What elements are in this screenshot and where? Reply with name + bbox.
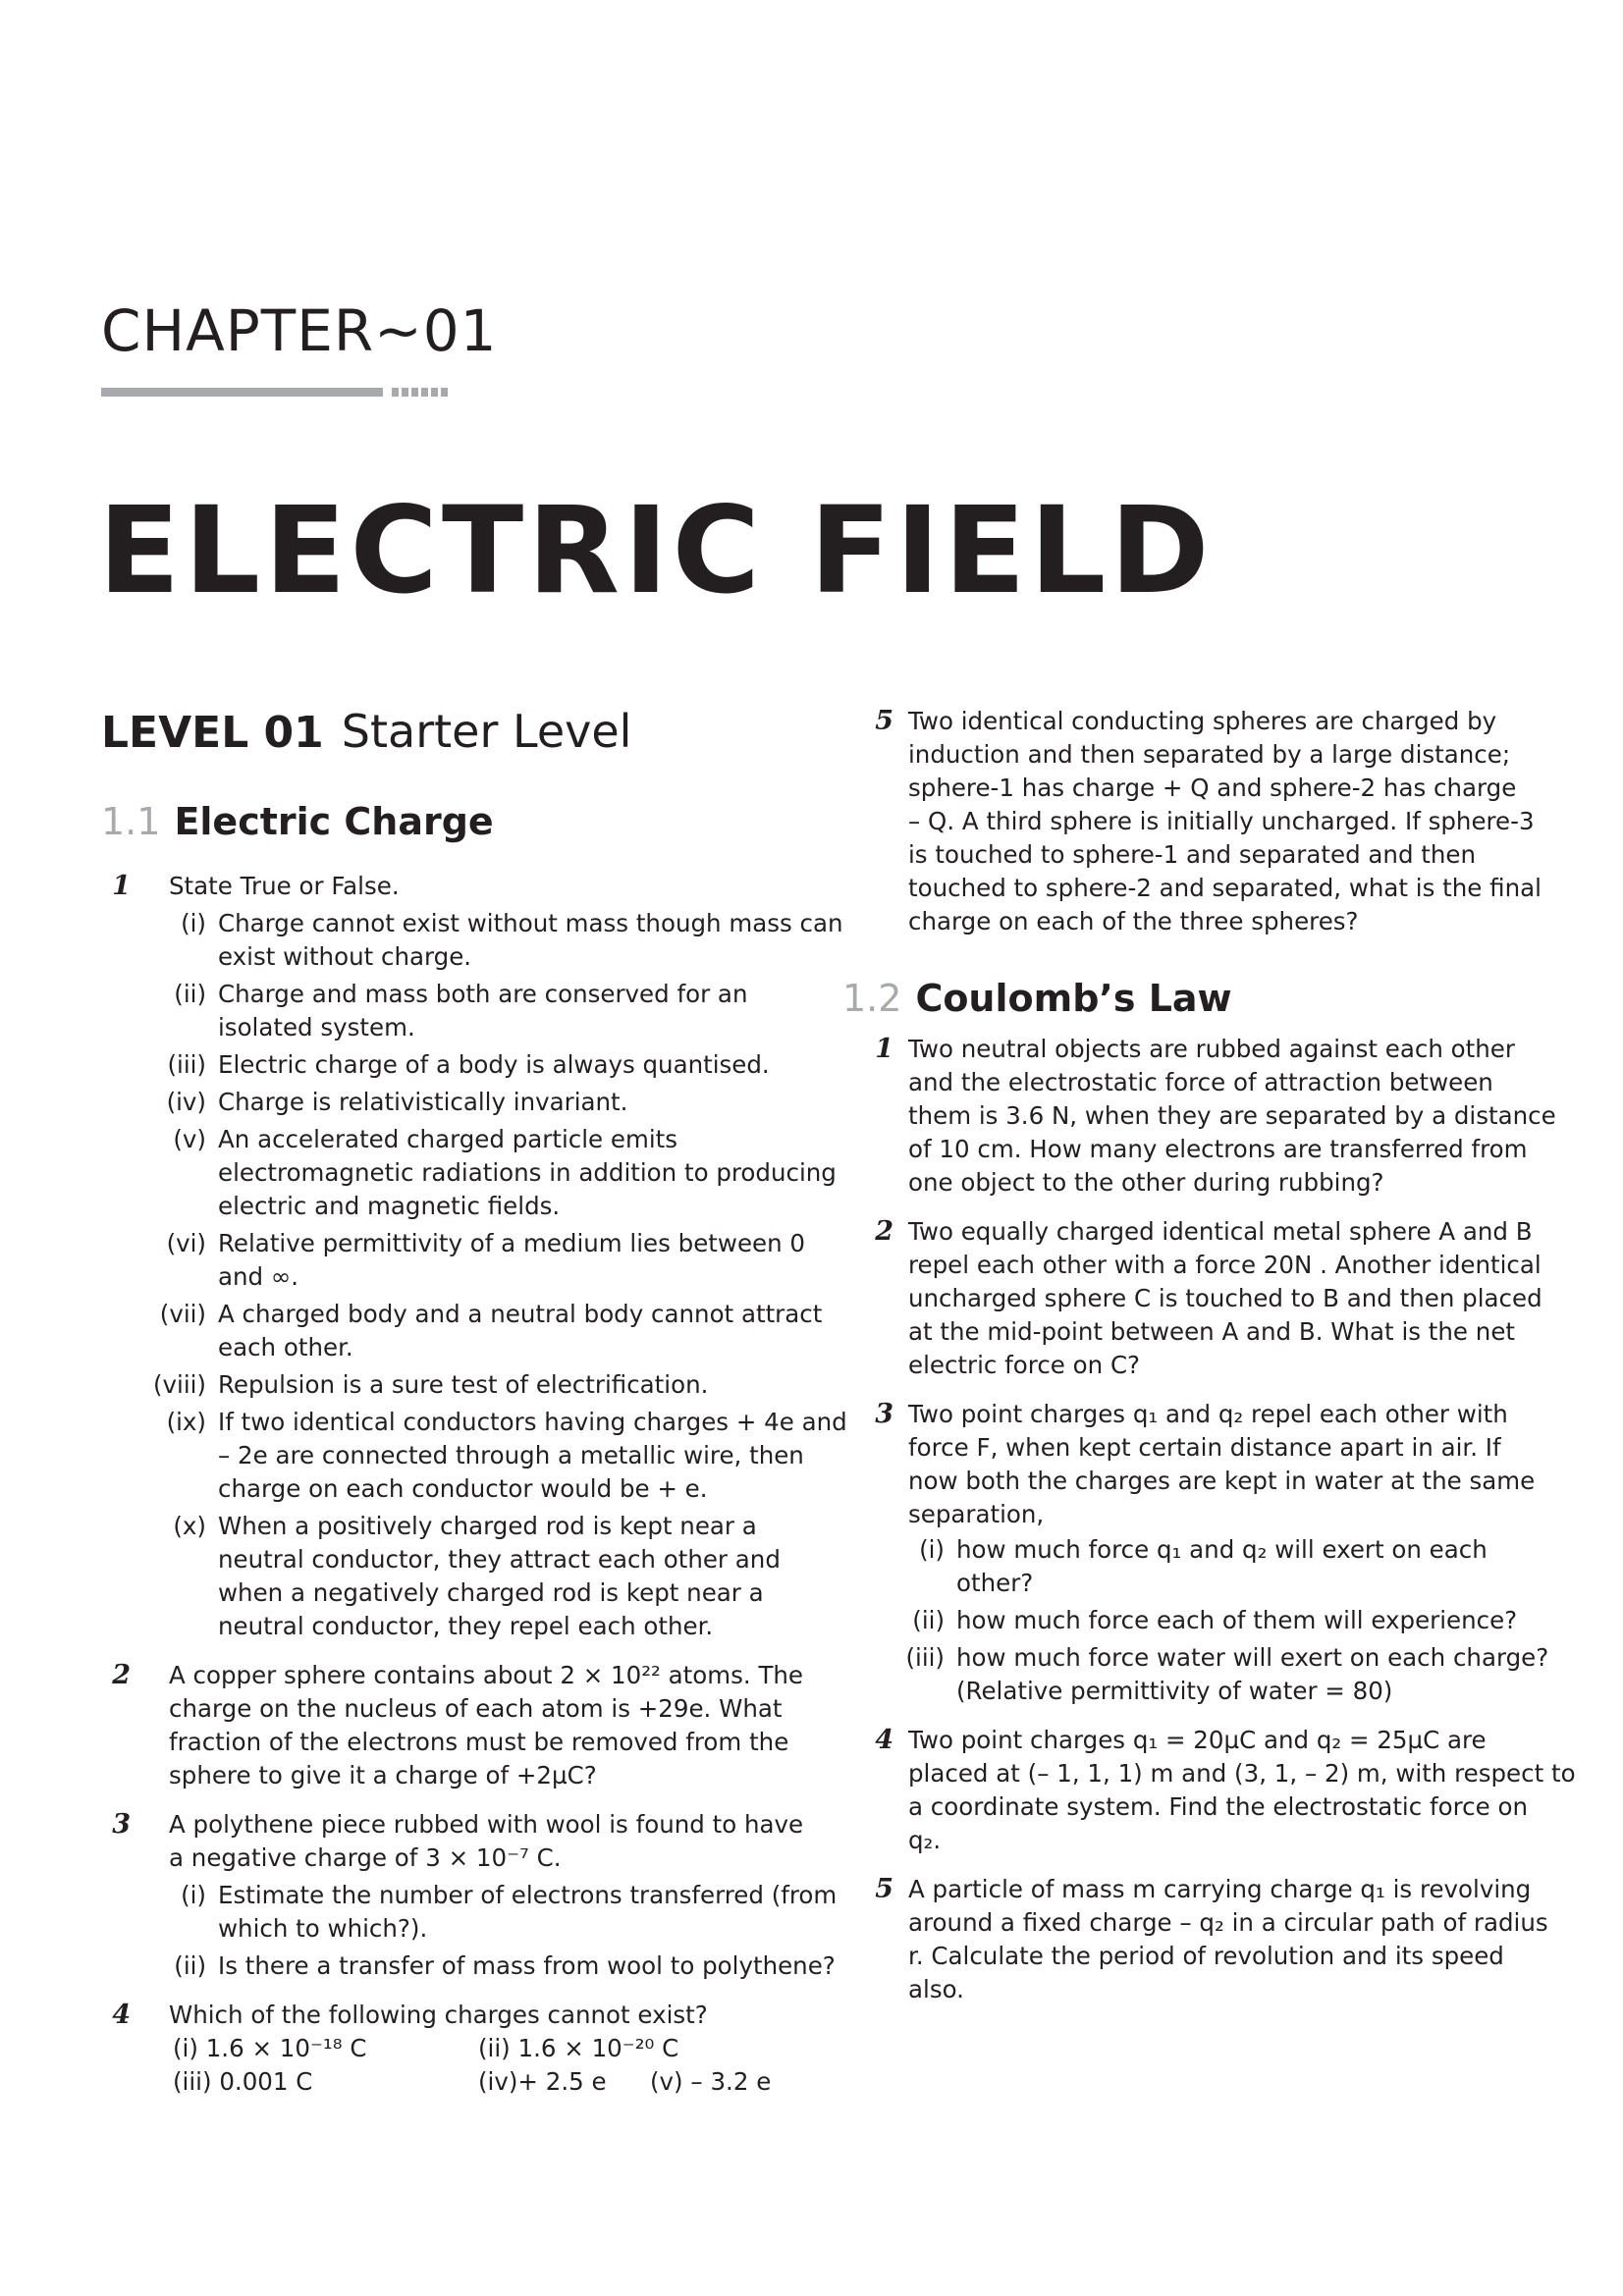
item-marker: (ii) [912,1606,945,1634]
item-text: how much force water will exert on each charge? [956,1643,1549,1672]
section-heading [101,800,494,843]
item-marker: (ix) [166,1408,206,1436]
item-marker: (viii) [152,1370,206,1399]
question-text: also. [908,1975,964,2003]
question-text: sphere to give it a charge of +2µC? [169,1761,597,1789]
item-text: other? [956,1569,1034,1597]
item-marker: (v) [173,1125,206,1153]
item-text: electromagnetic radiations in addition to producing [218,1158,837,1187]
section-heading [842,977,1232,1020]
question-text: sphere-1 has charge + Q and sphere-2 has charge [908,774,1517,802]
item-text: isolated system. [218,1013,415,1041]
item-marker: (iii) [167,1050,206,1079]
item-text: Charge is relativistically invariant. [218,1088,628,1116]
question-number: 1 [875,1034,893,1064]
item-text: neutral conductor, they repel each other. [218,1612,714,1640]
item-text: how much force q₁ and q₂ will exert on each [956,1535,1488,1564]
level-name: Starter Level [341,705,632,758]
question-text: a negative charge of 3 × 10⁻⁷ C. [169,1843,562,1872]
section-title: Coulomb’s Law [915,977,1232,1020]
item-marker: (i) [181,909,206,937]
rule-bar [101,388,383,397]
question-text: and the electrostatic force of attraction between [908,1068,1493,1096]
item-text: neutral conductor, they attract each other and [218,1545,781,1574]
item-text: exist without charge. [218,942,472,971]
question-number: 3 [112,1809,131,1840]
item-text: Repulsion is a sure test of electrification. [218,1370,709,1399]
question-number: 5 [875,1874,893,1904]
question-number: 5 [875,706,893,736]
question-text: r. Calculate the period of revolution and its speed [908,1942,1504,1970]
question-text: touched to sphere-2 and separated, what is the final [908,874,1542,902]
question-text: a coordinate system. Find the electrostatic force on [908,1792,1528,1821]
question-text: Two point charges q₁ and q₂ repel each other with [908,1400,1508,1428]
question-text: Which of the following charges cannot exist? [169,2001,708,2029]
rule-dot [441,388,448,397]
option-opt3: (iii) 0.001 C [173,2067,313,2096]
question-text: fraction of the electrons must be removed from the [169,1728,789,1756]
item-text: Charge cannot exist without mass though mass can [218,909,843,937]
rule-dot [411,388,418,397]
item-text: which to which?). [218,1914,428,1943]
question-number: 3 [875,1399,893,1429]
option-opt1: (i) 1.6 × 10⁻¹⁸ C [173,2034,367,2062]
question-number: 1 [112,871,131,901]
item-marker: (x) [173,1512,206,1540]
item-text: how much force each of them will experience? [956,1606,1518,1634]
question-text: induction and then separated by a large distance; [908,740,1511,769]
item-text: When a positively charged rod is kept near a [218,1512,757,1540]
question-text: Two neutral objects are rubbed against each other [908,1035,1515,1063]
question-text: A polythene piece rubbed with wool is found to have [169,1810,804,1839]
question-text: q₂. [908,1826,942,1854]
question-text: now both the charges are kept in water at the same [908,1467,1536,1495]
item-marker: (i) [181,1881,206,1909]
question-text: – Q. A third sphere is initially uncharged. If sphere-3 [908,807,1535,835]
question-text: uncharged sphere C is touched to B and then placed [908,1284,1542,1312]
question-text: of 10 cm. How many electrons are transferred from [908,1135,1528,1163]
item-text: charge on each conductor would be + e. [218,1474,708,1503]
item-text: Charge and mass both are conserved for an [218,980,748,1008]
item-marker: (ii) [174,1951,206,1980]
question-text: A copper sphere contains about 2 × 10²² atoms. The [169,1661,804,1689]
item-marker: (iv) [166,1088,206,1116]
question-number: 2 [875,1216,893,1247]
level-heading [101,705,632,758]
rule-dot [392,388,399,397]
question-text: Two point charges q₁ = 20µC and q₂ = 25µC are [908,1726,1487,1754]
item-text: and ∞. [218,1262,299,1291]
item-text: – 2e are connected through a metallic wire, then [218,1441,804,1469]
question-number: 2 [112,1660,131,1690]
question-text: repel each other with a force 20N . Another identical [908,1251,1542,1279]
item-marker: (vii) [159,1300,206,1328]
question-text: charge on each of the three spheres? [908,907,1359,935]
question-text: Two identical conducting spheres are charged by [908,707,1497,735]
section-number: 1.1 [101,800,161,843]
section-title: Electric Charge [174,800,494,843]
item-text: Estimate the number of electrons transferred (from [218,1881,838,1909]
question-text: placed at (– 1, 1, 1) m and (3, 1, – 2) m, with respect to [908,1759,1576,1788]
item-text: Electric charge of a body is always quantised. [218,1050,770,1079]
question-text: is touched to sphere-1 and separated and then [908,840,1477,869]
question-text: at the mid-point between A and B. What is the net [908,1317,1516,1346]
question-text: around a fixed charge – q₂ in a circular path of radius [908,1908,1548,1937]
item-marker: (ii) [174,980,206,1008]
option-opt4: (iv)+ 2.5 e [478,2067,607,2096]
rule-dot [421,388,428,397]
item-text: If two identical conductors having charges + 4e and [218,1408,847,1436]
level-label: LEVEL 01 [101,708,324,758]
item-text: Relative permittivity of a medium lies between 0 [218,1229,805,1257]
chapter-title: ELECTRIC FIELD [98,481,1214,620]
question-text: electric force on C? [908,1351,1141,1379]
item-text: each other. [218,1333,353,1362]
question-text: them is 3.6 N, when they are separated by a distance [908,1101,1556,1130]
question-number: 4 [112,2000,131,2030]
option-opt2: (ii) 1.6 × 10⁻²⁰ C [478,2034,679,2062]
item-text: (Relative permittivity of water = 80) [956,1677,1393,1705]
rule-dot [402,388,408,397]
item-text: Is there a transfer of mass from wool to polythene? [218,1951,836,1980]
option-opt5: (v) – 3.2 e [650,2067,772,2096]
question-text: force F, when kept certain distance apart in air. If [908,1433,1501,1462]
question-text: one object to the other during rubbing? [908,1168,1384,1197]
item-marker: (i) [919,1535,945,1564]
question-text: State True or False. [169,872,400,900]
question-text: charge on the nucleus of each atom is +29e. What [169,1694,783,1723]
question-text: Two equally charged identical metal sphere A and B [908,1217,1533,1246]
item-text: electric and magnetic fields. [218,1192,561,1220]
item-text: when a negatively charged rod is kept near a [218,1578,764,1607]
item-text: An accelerated charged particle emits [218,1125,678,1153]
question-number: 4 [875,1725,893,1755]
question-text: A particle of mass m carrying charge q₁ is revolving [908,1875,1532,1903]
item-marker: (vi) [166,1229,206,1257]
question-text: separation, [908,1500,1045,1528]
rule-dot [431,388,438,397]
chapter-label: CHAPTER~01 [101,297,498,364]
section-number: 1.2 [842,977,902,1020]
item-text: A charged body and a neutral body cannot attract [218,1300,823,1328]
item-marker: (iii) [905,1643,945,1672]
